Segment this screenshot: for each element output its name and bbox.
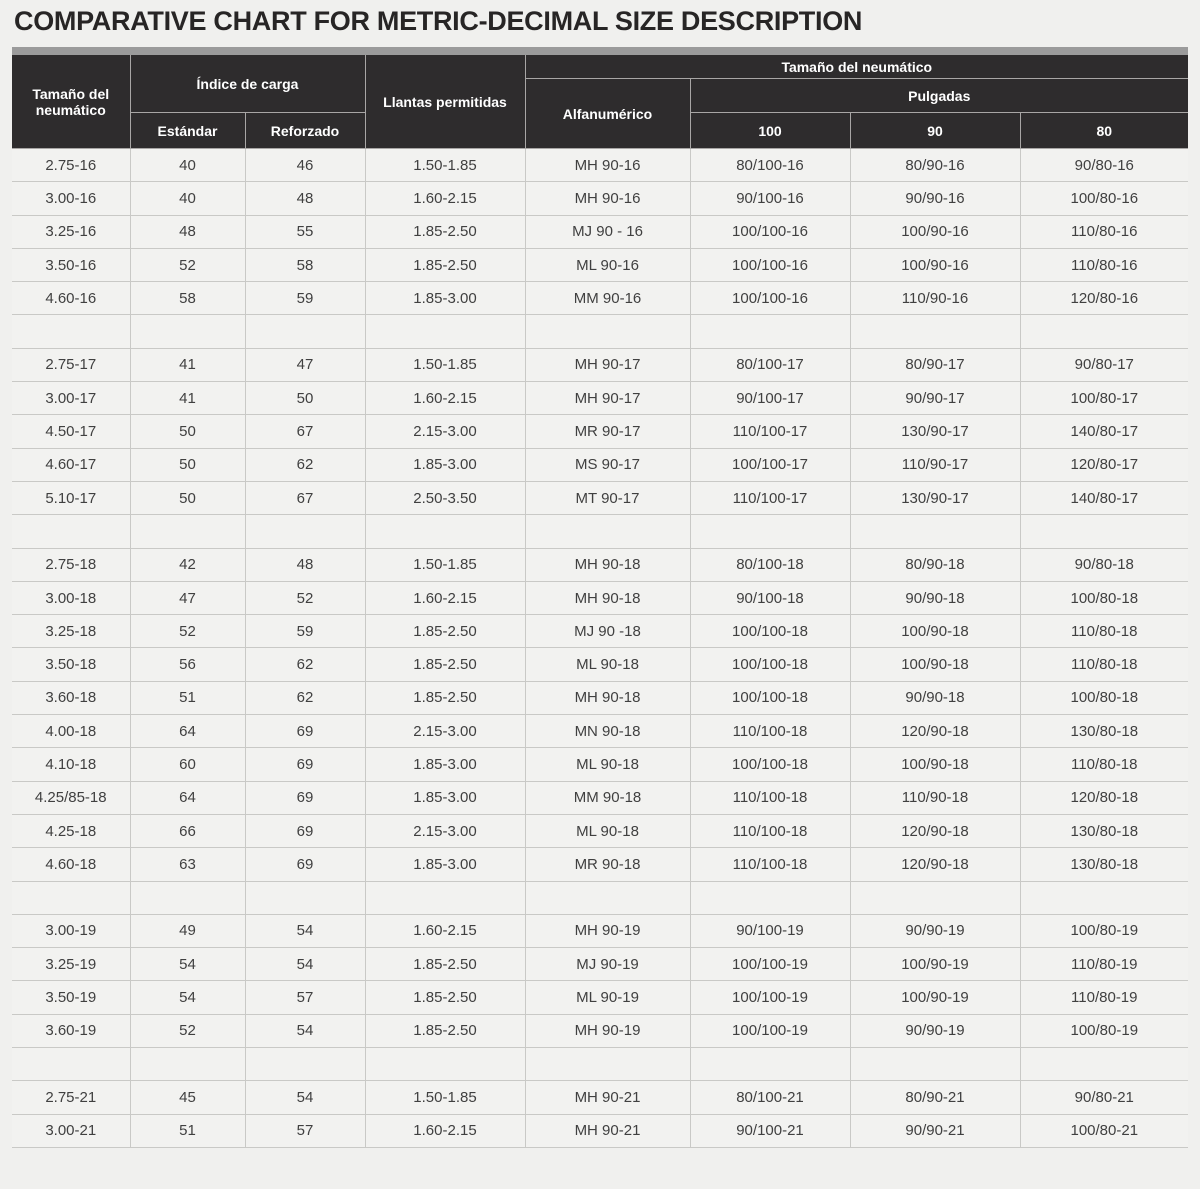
cell: [1020, 1048, 1188, 1081]
cell: MT 90-17: [525, 481, 690, 514]
cell: 110/100-17: [690, 481, 850, 514]
cell: 69: [245, 781, 365, 814]
cell: 58: [245, 248, 365, 281]
separator-row: [12, 315, 1188, 348]
cell: 1.85-2.50: [365, 648, 525, 681]
table-container: [12, 47, 1188, 1148]
cell: 130/90-17: [850, 415, 1020, 448]
cell: 1.85-3.00: [365, 848, 525, 881]
cell: 1.60-2.15: [365, 382, 525, 415]
cell: 2.15-3.00: [365, 415, 525, 448]
cell: [1020, 315, 1188, 348]
cell: 130/80-18: [1020, 848, 1188, 881]
table-row: [12, 615, 1188, 648]
cell: [690, 315, 850, 348]
table-row: [12, 814, 1188, 847]
cell: 64: [130, 781, 245, 814]
table-row: [12, 149, 1188, 182]
cell: 100/80-16: [1020, 182, 1188, 215]
cell: 100/80-21: [1020, 1114, 1188, 1147]
table-row: [12, 848, 1188, 881]
cell: 100/80-18: [1020, 581, 1188, 614]
cell: 5.10-17: [12, 481, 130, 514]
cell: MH 90-17: [525, 382, 690, 415]
cell: 100/90-19: [850, 948, 1020, 981]
cell: 80/90-18: [850, 548, 1020, 581]
cell: 140/80-17: [1020, 481, 1188, 514]
table-row: [12, 548, 1188, 581]
cell: 80/90-21: [850, 1081, 1020, 1114]
cell: [245, 315, 365, 348]
cell: 4.50-17: [12, 415, 130, 448]
cell: 1.85-3.00: [365, 448, 525, 481]
cell: 54: [245, 1081, 365, 1114]
cell: MH 90-19: [525, 914, 690, 947]
cell: MH 90-18: [525, 581, 690, 614]
cell: 1.60-2.15: [365, 914, 525, 947]
cell: 66: [130, 814, 245, 847]
comparison-table: [12, 55, 1188, 1148]
cell: 47: [130, 581, 245, 614]
table-row: [12, 448, 1188, 481]
cell: 100/80-19: [1020, 1014, 1188, 1047]
cell: [525, 515, 690, 548]
cell: [245, 881, 365, 914]
cell: 3.25-19: [12, 948, 130, 981]
cell: 100/100-19: [690, 1014, 850, 1047]
cell: [850, 315, 1020, 348]
cell: 1.85-3.00: [365, 282, 525, 315]
cell: 140/80-17: [1020, 415, 1188, 448]
table-row: [12, 681, 1188, 714]
cell: 90/90-18: [850, 581, 1020, 614]
cell: 100/80-18: [1020, 681, 1188, 714]
table-row: [12, 1081, 1188, 1114]
cell: 90/90-16: [850, 182, 1020, 215]
cell: 100/80-19: [1020, 914, 1188, 947]
cell: 4.60-17: [12, 448, 130, 481]
cell: 47: [245, 348, 365, 381]
cell: 80/100-16: [690, 149, 850, 182]
header-load-index: Índice de carga: [130, 55, 365, 113]
cell: 100/100-18: [690, 615, 850, 648]
cell: [525, 1048, 690, 1081]
cell: 120/80-17: [1020, 448, 1188, 481]
cell: MS 90-17: [525, 448, 690, 481]
cell: 4.60-16: [12, 282, 130, 315]
cell: 67: [245, 481, 365, 514]
cell: [850, 515, 1020, 548]
cell: 1.85-2.50: [365, 1014, 525, 1047]
cell: 100/100-17: [690, 448, 850, 481]
cell: MH 90-19: [525, 1014, 690, 1047]
cell: 57: [245, 981, 365, 1014]
cell: 100/90-16: [850, 215, 1020, 248]
cell: 1.85-3.00: [365, 748, 525, 781]
cell: 80/100-18: [690, 548, 850, 581]
cell: 62: [245, 648, 365, 681]
cell: 41: [130, 348, 245, 381]
cell: 110/100-17: [690, 415, 850, 448]
cell: 4.00-18: [12, 715, 130, 748]
cell: 54: [245, 914, 365, 947]
cell: 57: [245, 1114, 365, 1147]
cell: 3.00-17: [12, 382, 130, 415]
table-row: [12, 415, 1188, 448]
cell: 120/80-16: [1020, 282, 1188, 315]
cell: 100/100-18: [690, 748, 850, 781]
cell: 100/90-18: [850, 748, 1020, 781]
cell: [690, 515, 850, 548]
cell: MM 90-18: [525, 781, 690, 814]
cell: 69: [245, 848, 365, 881]
cell: 100/90-16: [850, 248, 1020, 281]
cell: 58: [130, 282, 245, 315]
table-row: [12, 348, 1188, 381]
cell: 100/90-18: [850, 648, 1020, 681]
cell: 100/100-18: [690, 648, 850, 681]
cell: [12, 315, 130, 348]
cell: 56: [130, 648, 245, 681]
cell: 3.00-16: [12, 182, 130, 215]
cell: 1.60-2.15: [365, 182, 525, 215]
cell: 100/90-19: [850, 981, 1020, 1014]
cell: 90/90-18: [850, 681, 1020, 714]
cell: 1.85-2.50: [365, 248, 525, 281]
cell: MH 90-17: [525, 348, 690, 381]
cell: 90/90-21: [850, 1114, 1020, 1147]
header-standard: Estándar: [130, 113, 245, 149]
cell: 54: [245, 948, 365, 981]
cell: [130, 1048, 245, 1081]
cell: 42: [130, 548, 245, 581]
table-row: [12, 748, 1188, 781]
cell: 2.75-21: [12, 1081, 130, 1114]
cell: 41: [130, 382, 245, 415]
cell: 48: [245, 548, 365, 581]
cell: 4.10-18: [12, 748, 130, 781]
cell: 3.25-18: [12, 615, 130, 648]
cell: [365, 1048, 525, 1081]
cell: 100/100-18: [690, 681, 850, 714]
header-alphanumeric: Alfanumérico: [525, 79, 690, 149]
cell: 100/90-18: [850, 615, 1020, 648]
separator-row: [12, 1048, 1188, 1081]
cell: 48: [130, 215, 245, 248]
table-row: [12, 648, 1188, 681]
header-reinforced: Reforzado: [245, 113, 365, 149]
cell: 2.15-3.00: [365, 814, 525, 847]
cell: MR 90-18: [525, 848, 690, 881]
cell: 1.85-3.00: [365, 781, 525, 814]
table-row: [12, 914, 1188, 947]
cell: 3.00-21: [12, 1114, 130, 1147]
table-row: [12, 781, 1188, 814]
cell: 110/90-17: [850, 448, 1020, 481]
cell: 51: [130, 681, 245, 714]
cell: 1.60-2.15: [365, 1114, 525, 1147]
table-row: [12, 581, 1188, 614]
cell: 4.25-18: [12, 814, 130, 847]
cell: 130/80-18: [1020, 715, 1188, 748]
table-row: [12, 948, 1188, 981]
table-row: [12, 1014, 1188, 1047]
cell: [1020, 515, 1188, 548]
cell: 80/100-21: [690, 1081, 850, 1114]
cell: 3.25-16: [12, 215, 130, 248]
cell: 3.00-18: [12, 581, 130, 614]
cell: 80/100-17: [690, 348, 850, 381]
cell: 130/80-18: [1020, 814, 1188, 847]
cell: MM 90-16: [525, 282, 690, 315]
cell: MJ 90 -18: [525, 615, 690, 648]
cell: 100/100-16: [690, 215, 850, 248]
cell: 52: [130, 615, 245, 648]
cell: 1.50-1.85: [365, 548, 525, 581]
cell: 90/80-17: [1020, 348, 1188, 381]
cell: MH 90-18: [525, 681, 690, 714]
table-row: [12, 981, 1188, 1014]
cell: 110/80-16: [1020, 215, 1188, 248]
table-header: [12, 55, 1188, 149]
cell: 90/100-21: [690, 1114, 850, 1147]
cell: 1.85-2.50: [365, 948, 525, 981]
cell: 40: [130, 149, 245, 182]
cell: 80/90-16: [850, 149, 1020, 182]
table-row: [12, 715, 1188, 748]
cell: 80/90-17: [850, 348, 1020, 381]
cell: 120/80-18: [1020, 781, 1188, 814]
cell: 40: [130, 182, 245, 215]
cell: 1.85-2.50: [365, 215, 525, 248]
cell: 1.85-2.50: [365, 681, 525, 714]
cell: 110/90-18: [850, 781, 1020, 814]
cell: MH 90-16: [525, 182, 690, 215]
cell: 110/80-19: [1020, 981, 1188, 1014]
cell: [1020, 881, 1188, 914]
cell: [365, 881, 525, 914]
cell: 1.85-2.50: [365, 615, 525, 648]
cell: [245, 515, 365, 548]
cell: 120/90-18: [850, 715, 1020, 748]
cell: 1.50-1.85: [365, 149, 525, 182]
separator-row: [12, 515, 1188, 548]
cell: 69: [245, 814, 365, 847]
cell: MH 90-21: [525, 1081, 690, 1114]
cell: 62: [245, 448, 365, 481]
cell: [525, 315, 690, 348]
cell: [130, 515, 245, 548]
cell: 90/90-19: [850, 914, 1020, 947]
cell: [245, 1048, 365, 1081]
cell: 59: [245, 615, 365, 648]
cell: 100/100-16: [690, 248, 850, 281]
cell: 46: [245, 149, 365, 182]
cell: 110/80-19: [1020, 948, 1188, 981]
cell: 1.60-2.15: [365, 581, 525, 614]
cell: ML 90-16: [525, 248, 690, 281]
header-inches: Pulgadas: [690, 79, 1188, 113]
cell: ML 90-18: [525, 748, 690, 781]
cell: 2.15-3.00: [365, 715, 525, 748]
cell: 50: [130, 415, 245, 448]
cell: 110/100-18: [690, 814, 850, 847]
cell: ML 90-18: [525, 814, 690, 847]
separator-row: [12, 881, 1188, 914]
cell: [525, 881, 690, 914]
table-body: [12, 149, 1188, 1148]
cell: [130, 315, 245, 348]
cell: 90/80-18: [1020, 548, 1188, 581]
cell: [850, 1048, 1020, 1081]
cell: 50: [130, 448, 245, 481]
header-inches-80: 80: [1020, 113, 1188, 149]
table-top-bar: [12, 47, 1188, 55]
table-row: [12, 282, 1188, 315]
cell: 100/80-17: [1020, 382, 1188, 415]
cell: [12, 515, 130, 548]
table-row: [12, 1114, 1188, 1147]
cell: 50: [130, 481, 245, 514]
cell: [12, 1048, 130, 1081]
cell: 100/100-19: [690, 948, 850, 981]
table-row: [12, 182, 1188, 215]
table-row: [12, 215, 1188, 248]
cell: 1.85-2.50: [365, 981, 525, 1014]
cell: MN 90-18: [525, 715, 690, 748]
cell: 48: [245, 182, 365, 215]
cell: 3.00-19: [12, 914, 130, 947]
cell: [850, 881, 1020, 914]
table-row: [12, 248, 1188, 281]
table-row: [12, 481, 1188, 514]
cell: 100/100-19: [690, 981, 850, 1014]
cell: 1.50-1.85: [365, 1081, 525, 1114]
cell: 130/90-17: [850, 481, 1020, 514]
cell: 3.60-19: [12, 1014, 130, 1047]
cell: [12, 881, 130, 914]
cell: MH 90-16: [525, 149, 690, 182]
cell: 90/100-18: [690, 581, 850, 614]
cell: 49: [130, 914, 245, 947]
cell: 120/90-18: [850, 848, 1020, 881]
cell: 54: [130, 948, 245, 981]
header-inches-90: 90: [850, 113, 1020, 149]
cell: ML 90-18: [525, 648, 690, 681]
cell: 110/100-18: [690, 848, 850, 881]
cell: 45: [130, 1081, 245, 1114]
header-allowed-rims: Llantas permitidas: [365, 55, 525, 149]
cell: 64: [130, 715, 245, 748]
cell: [130, 881, 245, 914]
cell: 54: [245, 1014, 365, 1047]
cell: MH 90-21: [525, 1114, 690, 1147]
cell: 90/80-16: [1020, 149, 1188, 182]
cell: [690, 881, 850, 914]
header-inches-100: 100: [690, 113, 850, 149]
cell: 90/100-19: [690, 914, 850, 947]
cell: 90/90-19: [850, 1014, 1020, 1047]
cell: MJ 90 - 16: [525, 215, 690, 248]
cell: 90/90-17: [850, 382, 1020, 415]
cell: 3.50-16: [12, 248, 130, 281]
table-row: [12, 382, 1188, 415]
cell: 90/100-16: [690, 182, 850, 215]
cell: 110/80-18: [1020, 648, 1188, 681]
cell: 54: [130, 981, 245, 1014]
cell: 2.50-3.50: [365, 481, 525, 514]
cell: [690, 1048, 850, 1081]
cell: 63: [130, 848, 245, 881]
cell: 4.60-18: [12, 848, 130, 881]
header-tire-size: Tamaño del neumático: [525, 55, 1188, 79]
cell: 3.50-18: [12, 648, 130, 681]
cell: 69: [245, 715, 365, 748]
cell: 3.60-18: [12, 681, 130, 714]
cell: 1.50-1.85: [365, 348, 525, 381]
cell: MR 90-17: [525, 415, 690, 448]
cell: 62: [245, 681, 365, 714]
cell: 50: [245, 382, 365, 415]
cell: 4.25/85-18: [12, 781, 130, 814]
cell: 59: [245, 282, 365, 315]
cell: 2.75-17: [12, 348, 130, 381]
cell: 90/80-21: [1020, 1081, 1188, 1114]
cell: 2.75-16: [12, 149, 130, 182]
cell: 52: [245, 581, 365, 614]
cell: 51: [130, 1114, 245, 1147]
cell: 2.75-18: [12, 548, 130, 581]
cell: 100/100-16: [690, 282, 850, 315]
cell: 69: [245, 748, 365, 781]
cell: 52: [130, 248, 245, 281]
cell: 55: [245, 215, 365, 248]
cell: MJ 90-19: [525, 948, 690, 981]
cell: [365, 515, 525, 548]
cell: 110/100-18: [690, 715, 850, 748]
cell: 90/100-17: [690, 382, 850, 415]
cell: 120/90-18: [850, 814, 1020, 847]
cell: 110/80-18: [1020, 615, 1188, 648]
cell: 110/80-16: [1020, 248, 1188, 281]
cell: ML 90-19: [525, 981, 690, 1014]
cell: 110/100-18: [690, 781, 850, 814]
cell: 67: [245, 415, 365, 448]
cell: 110/80-18: [1020, 748, 1188, 781]
page-title: COMPARATIVE CHART FOR METRIC-DECIMAL SIZE DESCRIPTION: [14, 6, 863, 36]
cell: MH 90-18: [525, 548, 690, 581]
cell: 52: [130, 1014, 245, 1047]
cell: 60: [130, 748, 245, 781]
cell: 3.50-19: [12, 981, 130, 1014]
header-tire-size-metric: Tamaño del neumático: [12, 55, 130, 149]
cell: [365, 315, 525, 348]
cell: 110/90-16: [850, 282, 1020, 315]
